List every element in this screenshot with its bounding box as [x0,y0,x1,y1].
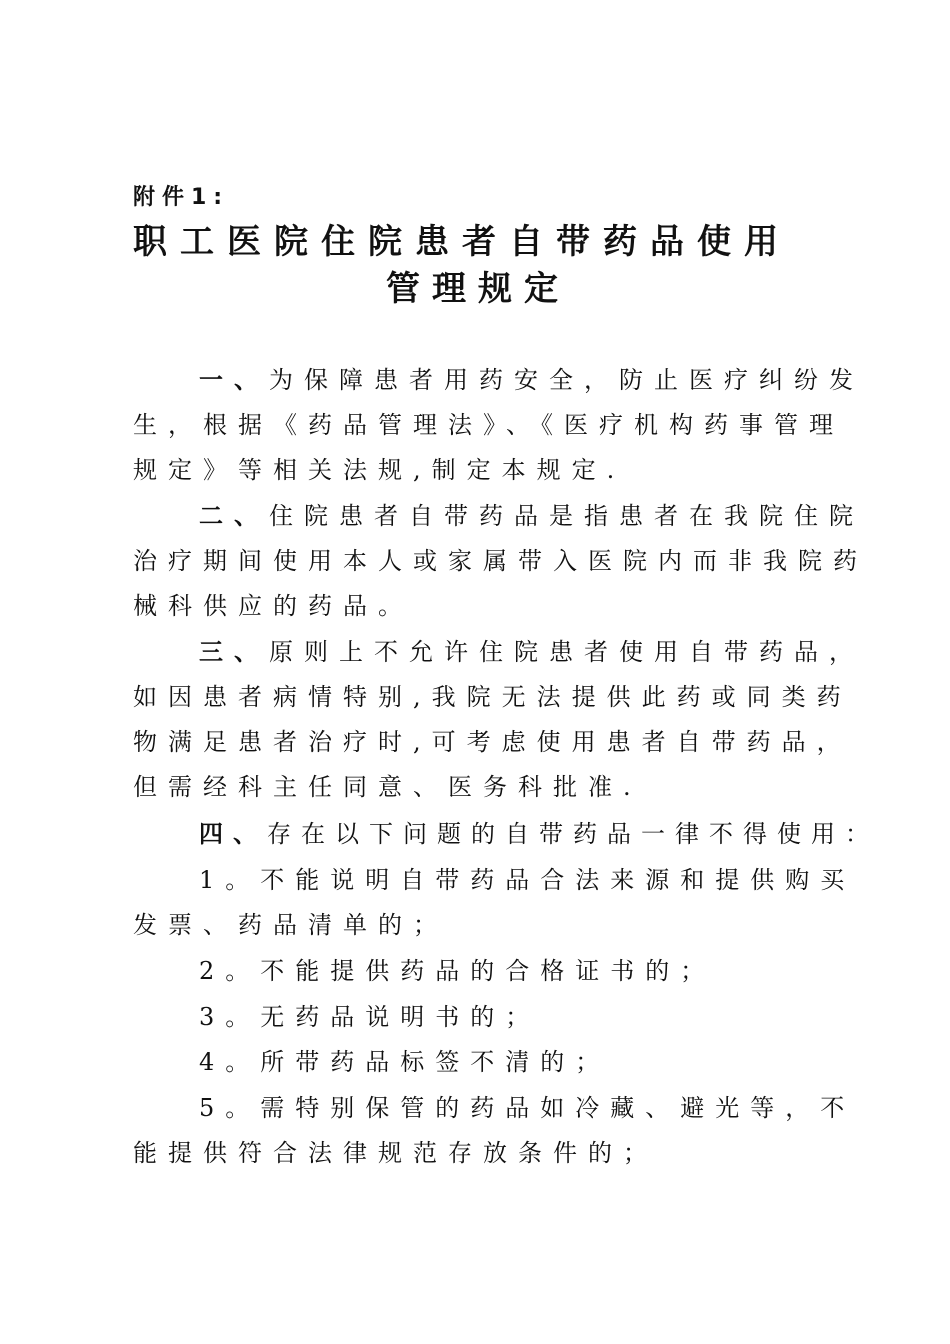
section-3-first-line [199,636,864,668]
section-2-first-line [199,500,864,532]
section-2-line: 械科供应的药品。 [133,592,413,620]
section-2-text: 住院患者自带药品是指患者在我院住院 [269,502,864,530]
section-1-text: 为保障患者用药安全，防止医疗纠纷发 [269,366,864,394]
section-4-first-line [199,818,879,850]
list-item-1: 1。不能说明自带药品合法来源和提供购买 [199,866,856,894]
document-title-line-1: 职工医院住院患者自带药品使用 [133,222,791,262]
section-2-heading: 二、 [199,502,269,530]
list-item-5: 5。需特别保管的药品如冷藏、避光等，不 [199,1094,856,1122]
section-3-line: 如因患者病情特别,我院无法提供此药或同类药 [133,683,852,711]
section-1-line: 规定》等相关法规,制定本规定. [133,456,626,484]
section-3-text: 原则上不允许住院患者使用自带药品， [269,638,864,666]
section-4-text: 存在以下问题的自带药品一律不得使用： [267,820,879,848]
document-title-line-2: 管理规定 [386,269,570,309]
section-3-heading: 三、 [199,638,269,666]
attachment-label: 附件1: [133,185,230,210]
list-item-4: 4。所带药品标签不清的； [199,1048,611,1076]
section-3-line: 但需经科主任同意、医务科批准. [133,773,642,801]
list-item-2: 2。不能提供药品的合格证书的； [199,957,716,985]
list-item-3: 3。无药品说明书的； [199,1003,541,1031]
section-2-line: 治疗期间使用本人或家属带入医院内而非我院药 [133,547,868,575]
section-4-heading: 四、 [199,820,267,848]
section-1-line: 生，根据《药品管理法》、《医疗机构药事管理 [133,411,844,439]
list-item-5-continued: 能提供符合法律规范存放条件的； [133,1139,658,1167]
section-1-first-line [199,364,864,396]
section-1-heading: 一、 [199,366,269,394]
list-item-1-continued: 发票、药品清单的； [133,911,448,939]
section-3-line: 物满足患者治疗时,可考虑使用患者自带药品， [133,728,852,756]
